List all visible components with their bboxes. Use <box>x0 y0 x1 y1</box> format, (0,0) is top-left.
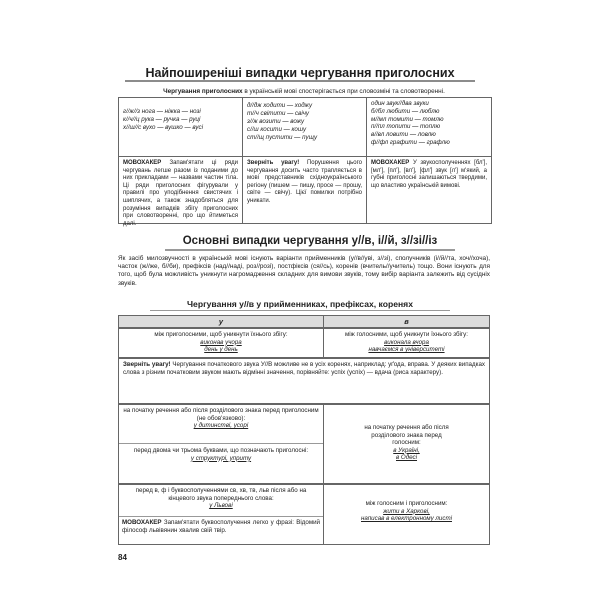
row2-left <box>119 405 324 483</box>
example: виконав учора <box>200 338 242 346</box>
table-row <box>118 404 490 484</box>
row3-left <box>119 485 324 544</box>
note-label: Зверніть увагу! <box>247 160 300 166</box>
note-text: Порушення цього чергування досить часто трапляється в мові представників східноукраїнського регіону (пишем — пишу, просе — прошу, світе — свічу). Цієї помилки потрібно уникати. <box>247 160 362 204</box>
example: жити в Харкові, <box>383 507 430 515</box>
example: виконала вчора <box>384 338 429 346</box>
note-label: МОВОХАКЕР <box>123 160 162 166</box>
example: у дитинстві, усорі <box>193 422 249 430</box>
example: в Одесі <box>395 454 418 462</box>
note-text: У звукосполученнях [бл'], [мл'], [пл'], [вл'], [фл'] звук [л'] м'який, а губні приголосні залишаються твердими, що властиво українській вимові. <box>371 160 487 189</box>
examples-col2 <box>247 102 362 142</box>
rule-text: на початку речення або після розділового знака перед приголосним (не обов'язково): <box>123 407 319 422</box>
example: в//вл ловити — ловлю <box>371 131 436 139</box>
note-label: МОВОХАКЕР <box>371 160 410 166</box>
note-text: Запам'ятати буквосполучення легко у фразі: Відомий філософ львівянин хвалив свій твір. <box>122 519 320 534</box>
heading-underline <box>165 249 455 251</box>
mnemonic-block <box>119 518 323 535</box>
example: один звук//два звуки <box>371 100 429 107</box>
example: г//ж//з нога — ніжка — нозі <box>123 108 201 115</box>
heading-underline <box>125 80 475 82</box>
page-number: 84 <box>118 553 127 562</box>
intro-rest: в українській мові спостерігається при словозміні та словотворенні. <box>242 88 445 95</box>
example: ф//фл графити — графлю <box>371 138 450 146</box>
examples-col1 <box>123 108 238 132</box>
table-column-3 <box>367 98 491 223</box>
title-underline <box>150 310 450 311</box>
intro-bold: Чергування приголосних <box>163 88 243 95</box>
example: б//бл любити — люблю <box>371 107 440 115</box>
note-text: Запам'ятати ці ряди чергувань легше разом із поданими до них прикладами — назвами частин тіла. Ці ряди приголосних фігурували у правилі про уподібнення свистячих і шиплячих, а також знадобляться для розуміння випадків збігу приголосних при словотворенні, про що йтиметься далі. <box>123 160 238 227</box>
example: навчаємся в університеті <box>368 346 445 354</box>
example: х//ш//с вухо — вушко — вусі <box>123 124 203 131</box>
examples-col3 <box>371 100 487 147</box>
note-text: Чергування початкового звука У//В можливе не в усіх коренях, наприклад: уґода, вправа. У деяких випадках слова з різним початковим звуком мають відмінні значення, порівняйте: успіх (успіх) — вдача (риса характеру). <box>123 361 485 376</box>
divider <box>119 516 323 517</box>
section2-heading: Основні випадки чергування у//в, і//й, з//зі//із <box>182 235 438 247</box>
example: с//ш косити — кошу <box>247 126 307 133</box>
table-column-1 <box>119 98 243 227</box>
example: з//ж возити — вожу <box>247 118 305 125</box>
example: т//ч світити — свічу <box>247 110 310 117</box>
rule-block <box>354 423 459 463</box>
table-row <box>118 484 490 545</box>
row3-right <box>324 485 489 544</box>
header-u: у <box>119 316 324 327</box>
rule-text: між голосними, щоб уникнути їхнього збігу: <box>345 331 468 338</box>
rule-text: між приголосними, щоб уникнути їхнього збігу: <box>154 331 288 338</box>
alternation-table <box>118 97 492 227</box>
table-row <box>118 328 490 358</box>
row2-right <box>324 405 489 483</box>
example: м//мл томити — томлю <box>371 115 444 123</box>
example: у структурі, уприту <box>190 454 252 462</box>
example: написав в електронному листі <box>361 515 452 523</box>
example: день у день <box>204 346 238 354</box>
table2-header <box>118 315 490 328</box>
example: у Львові <box>209 502 233 510</box>
rule-block <box>324 499 489 524</box>
row1-right <box>324 329 489 357</box>
attention-note <box>119 359 489 403</box>
rule-text: перед двома чи трьома буквами, що позначають приголосні: <box>133 447 309 454</box>
example: д//дж ходити — ходжу <box>247 102 313 109</box>
note-attention-1 <box>247 160 362 206</box>
section2-paragraph: Як засіб милозвучності в українській мові існують варіанти прийменників (у//в//уві, з//зі), сполучників (і//й//та, хоч//хоча), часток (ж//же, б//би), префіксів (над//наді, роз//розі), постфіксів (ся//сь), коренів (вчитель//учитель) тощо. Вони існують для того, щоб була можливість уникнути нагромадження складних для вимови звуків, тому вибір варіанта залежить від сусідніх звуків. <box>118 255 490 287</box>
section1-intro <box>118 88 490 95</box>
divider <box>119 443 323 444</box>
rule-text: перед в, ф і буквосполученнями св, хв, тв, льв після або на кінцевого звука попереднього слова: <box>135 487 307 502</box>
table-column-2 <box>243 98 367 223</box>
rule-text: між голосним і приголосним: <box>365 500 448 507</box>
row1-left <box>119 329 324 357</box>
example: п//пл топити — топлю <box>371 123 441 131</box>
rule-text: на початку речення або після розділового знака перед голосним: <box>364 424 449 447</box>
example: в Україні, <box>393 446 420 454</box>
table2-title: Чергування у//в у прийменниках, префіксах, коренях <box>187 299 413 309</box>
note-mnemonic-2 <box>371 160 487 190</box>
section1-heading: Найпоширеніші випадки чергування приголосних <box>145 66 455 80</box>
rule-block <box>119 446 323 463</box>
note-mnemonic-1 <box>123 160 238 228</box>
example: к//ч//ц рука — ручка — руці <box>123 116 201 123</box>
header-v: в <box>404 317 409 326</box>
table-row-note <box>118 358 490 404</box>
rule-block <box>119 486 323 511</box>
note-label: МОВОХАКЕР <box>122 519 162 526</box>
rule-block <box>119 406 323 431</box>
example: ст//щ пустити — пущу <box>247 134 318 141</box>
note-label: Зверніть увагу! <box>123 361 171 368</box>
